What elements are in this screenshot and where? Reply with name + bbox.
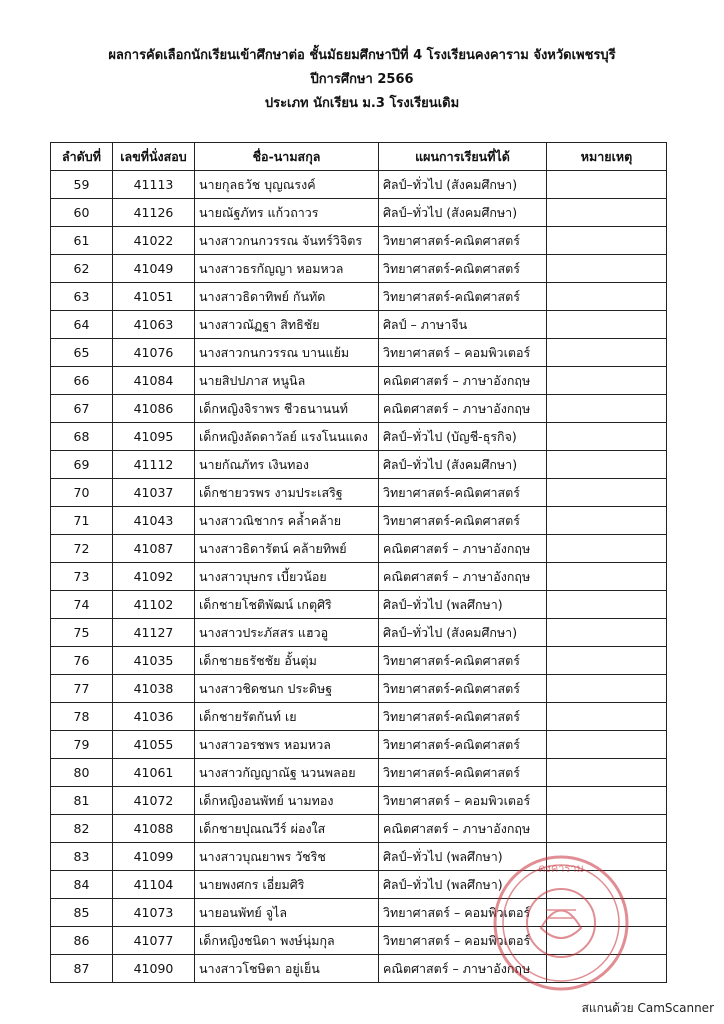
name-cell: นางสาวโชษิตา อยู่เย็น [195,955,379,983]
seat-number-cell: 41087 [113,535,195,563]
table-row [51,647,667,675]
table-row [51,619,667,647]
remarks-cell [547,451,667,479]
table-row [51,423,667,451]
order-cell: 76 [51,647,113,675]
name-cell: นายพงศกร เอี่ยมศิริ [195,871,379,899]
program-cell: คณิตศาสตร์ – ภาษาอังกฤษ [379,395,547,423]
remarks-cell [547,591,667,619]
program-cell: ศิลป์–ทั่วไป (พลศึกษา) [379,871,547,899]
seat-number-cell: 41099 [113,843,195,871]
seal-icon [495,857,627,989]
remarks-cell [547,647,667,675]
remarks-cell [547,675,667,703]
document-header [0,44,724,116]
column-header-program: แผนการเรียนที่ได้ [379,143,547,171]
program-cell: คณิตศาสตร์ – ภาษาอังกฤษ [379,955,547,983]
program-cell: วิทยาศาสตร์-คณิตศาสตร์ [379,255,547,283]
order-cell: 75 [51,619,113,647]
order-cell: 86 [51,927,113,955]
table-row [51,395,667,423]
table-row [51,703,667,731]
order-cell: 73 [51,563,113,591]
remarks-cell [547,255,667,283]
seat-number-cell: 41112 [113,451,195,479]
scanner-watermark: สแกนด้วย CamScanner [581,1001,714,1015]
seat-number-cell: 41095 [113,423,195,451]
name-cell: นางสาวธิดาทิพย์ กันทัด [195,283,379,311]
program-cell: ศิลป์ – ภาษาจีน [379,311,547,339]
seat-number-cell: 41049 [113,255,195,283]
remarks-cell [547,423,667,451]
name-cell: เด็กหญิงชนิดา พงษ์นุ่มกุล [195,927,379,955]
name-cell: นางสาวอรชพร หอมหวล [195,731,379,759]
program-cell: ศิลป์–ทั่วไป (พลศึกษา) [379,843,547,871]
program-cell: คณิตศาสตร์ – ภาษาอังกฤษ [379,535,547,563]
remarks-cell [547,199,667,227]
order-cell: 59 [51,171,113,199]
program-cell: วิทยาศาสตร์-คณิตศาสตร์ [379,647,547,675]
seat-number-cell: 41063 [113,311,195,339]
table-row [51,171,667,199]
name-cell: นางสาวธิดารัตน์ คล้ายทิพย์ [195,535,379,563]
table-row [51,731,667,759]
table-row [51,563,667,591]
program-cell: ศิลป์–ทั่วไป (สังคมศึกษา) [379,451,547,479]
table-row [51,199,667,227]
table-row [51,675,667,703]
table-row [51,283,667,311]
seat-number-cell: 41126 [113,199,195,227]
program-cell: วิทยาศาสตร์ – คอมพิวเตอร์ [379,899,547,927]
column-header-name: ชื่อ-นามสกุล [195,143,379,171]
table-row [51,507,667,535]
seat-number-cell: 41104 [113,871,195,899]
remarks-cell [547,227,667,255]
remarks-cell [547,311,667,339]
remarks-cell [547,395,667,423]
seat-number-cell: 41088 [113,815,195,843]
remarks-cell [547,507,667,535]
program-cell: คณิตศาสตร์ – ภาษาอังกฤษ [379,563,547,591]
remarks-cell [547,759,667,787]
table-row [51,815,667,843]
name-cell: นายสิปปภาส หนูนิล [195,367,379,395]
column-header-remarks: หมายเหตุ [547,143,667,171]
order-cell: 80 [51,759,113,787]
remarks-cell [547,787,667,815]
name-cell: นายอนพัทย์ จูไล [195,899,379,927]
column-header-order: ลำดับที่ [51,143,113,171]
name-cell: นางสาวบุษกร เบี้ยวน้อย [195,563,379,591]
seal-text: คงคาราม [538,862,584,875]
name-cell: เด็กหญิงอนพัทย์ นามทอง [195,787,379,815]
name-cell: นายณัฐภัทร แก้วถาวร [195,199,379,227]
remarks-cell [547,563,667,591]
program-cell: ศิลป์–ทั่วไป (สังคมศึกษา) [379,171,547,199]
program-cell: ศิลป์–ทั่วไป (พลศึกษา) [379,591,547,619]
table-row [51,367,667,395]
seat-number-cell: 41022 [113,227,195,255]
student-category: ประเภท นักเรียน ม.3 โรงเรียนเดิม [264,96,460,111]
table-row [51,759,667,787]
order-cell: 66 [51,367,113,395]
order-cell: 79 [51,731,113,759]
order-cell: 69 [51,451,113,479]
program-cell: ศิลป์–ทั่วไป (สังคมศึกษา) [379,199,547,227]
name-cell: นางสาวกนกวรรณ บานแย้ม [195,339,379,367]
program-cell: วิทยาศาสตร์-คณิตศาสตร์ [379,479,547,507]
seat-number-cell: 41102 [113,591,195,619]
order-cell: 67 [51,395,113,423]
order-cell: 64 [51,311,113,339]
seat-number-cell: 41113 [113,171,195,199]
name-cell: นางสาวธรกัญญา หอมหวล [195,255,379,283]
program-cell: คณิตศาสตร์ – ภาษาอังกฤษ [379,367,547,395]
program-cell: วิทยาศาสตร์ – คอมพิวเตอร์ [379,787,547,815]
remarks-cell [547,283,667,311]
seat-number-cell: 41084 [113,367,195,395]
table-row [51,535,667,563]
seat-number-cell: 41037 [113,479,195,507]
program-cell: วิทยาศาสตร์-คณิตศาสตร์ [379,675,547,703]
remarks-cell [547,171,667,199]
seat-number-cell: 41055 [113,731,195,759]
seat-number-cell: 41043 [113,507,195,535]
order-cell: 68 [51,423,113,451]
name-cell: นางสาวกนกวรรณ จันทร์วิจิตร [195,227,379,255]
order-cell: 84 [51,871,113,899]
remarks-cell [547,535,667,563]
order-cell: 62 [51,255,113,283]
order-cell: 81 [51,787,113,815]
program-cell: วิทยาศาสตร์-คณิตศาสตร์ [379,759,547,787]
order-cell: 77 [51,675,113,703]
remarks-cell [547,619,667,647]
order-cell: 71 [51,507,113,535]
seat-number-cell: 41086 [113,395,195,423]
remarks-cell [547,479,667,507]
order-cell: 60 [51,199,113,227]
seat-number-cell: 41092 [113,563,195,591]
name-cell: นางสาวกัญญาณัฐ นวนพลอย [195,759,379,787]
name-cell: เด็กชายวรพร งามประเสริฐ [195,479,379,507]
school-seal-stamp [486,848,636,998]
table-row [51,255,667,283]
name-cell: นางสาวประภัสสร แฮวอู [195,619,379,647]
program-cell: วิทยาศาสตร์-คณิตศาสตร์ [379,227,547,255]
name-cell: นางสาวณัฏฐา สิทธิชัย [195,311,379,339]
document-title: ผลการคัดเลือกนักเรียนเข้าศึกษาต่อ ชั้นมัธยมศึกษาปีที่ 4 โรงเรียนคงคาราม จังหวัดเพชรบุรี [108,48,616,63]
name-cell: เด็กชายปุณณวีร์ ผ่องใส [195,815,379,843]
program-cell: วิทยาศาสตร์ – คอมพิวเตอร์ [379,339,547,367]
order-cell: 87 [51,955,113,983]
order-cell: 63 [51,283,113,311]
remarks-cell [547,703,667,731]
name-cell: เด็กชายธรัชชัย อั้นตุ่ม [195,647,379,675]
order-cell: 61 [51,227,113,255]
name-cell: เด็กชายโชติพัฒน์ เกตุศิริ [195,591,379,619]
order-cell: 83 [51,843,113,871]
name-cell: นางสาวบุณยาพร วัชริช [195,843,379,871]
order-cell: 70 [51,479,113,507]
program-cell: ศิลป์–ทั่วไป (สังคมศึกษา) [379,619,547,647]
seat-number-cell: 41035 [113,647,195,675]
seat-number-cell: 41090 [113,955,195,983]
name-cell: เด็กหญิงลัดดาวัลย์ แรงโนนแดง [195,423,379,451]
seat-number-cell: 41076 [113,339,195,367]
program-cell: ศิลป์–ทั่วไป (บัญชี-ธุรกิจ) [379,423,547,451]
seat-number-cell: 41061 [113,759,195,787]
order-cell: 65 [51,339,113,367]
seat-number-cell: 41077 [113,927,195,955]
seat-number-cell: 41036 [113,703,195,731]
name-cell: นางสาวชิดชนก ประดิษฐ [195,675,379,703]
program-cell: วิทยาศาสตร์-คณิตศาสตร์ [379,703,547,731]
academic-year: ปีการศึกษา 2566 [310,72,414,87]
remarks-cell [547,815,667,843]
order-cell: 82 [51,815,113,843]
order-cell: 85 [51,899,113,927]
program-cell: คณิตศาสตร์ – ภาษาอังกฤษ [379,815,547,843]
table-row [51,479,667,507]
table-row [51,787,667,815]
program-cell: วิทยาศาสตร์-คณิตศาสตร์ [379,731,547,759]
table-row [51,591,667,619]
name-cell: เด็กหญิงจิราพร ชีวธนานนท์ [195,395,379,423]
program-cell: วิทยาศาสตร์-คณิตศาสตร์ [379,283,547,311]
remarks-cell [547,339,667,367]
table-row [51,451,667,479]
column-header-seat-number: เลขที่นั่งสอบ [113,143,195,171]
name-cell: นางสาวณิชากร คล้ำคล้าย [195,507,379,535]
program-cell: วิทยาศาสตร์ – คอมพิวเตอร์ [379,927,547,955]
table-row [51,311,667,339]
table-row [51,339,667,367]
order-cell: 74 [51,591,113,619]
order-cell: 78 [51,703,113,731]
table-header-row [51,143,667,171]
table-row [51,227,667,255]
seat-number-cell: 41051 [113,283,195,311]
order-cell: 72 [51,535,113,563]
name-cell: เด็กชายรัตกันท์ เย [195,703,379,731]
seat-number-cell: 41038 [113,675,195,703]
seat-number-cell: 41073 [113,899,195,927]
name-cell: นายกัณภัทร เงินทอง [195,451,379,479]
seat-number-cell: 41072 [113,787,195,815]
seat-number-cell: 41127 [113,619,195,647]
remarks-cell [547,367,667,395]
remarks-cell [547,731,667,759]
program-cell: วิทยาศาสตร์-คณิตศาสตร์ [379,507,547,535]
name-cell: นายกุลธวัช บุญณรงค์ [195,171,379,199]
